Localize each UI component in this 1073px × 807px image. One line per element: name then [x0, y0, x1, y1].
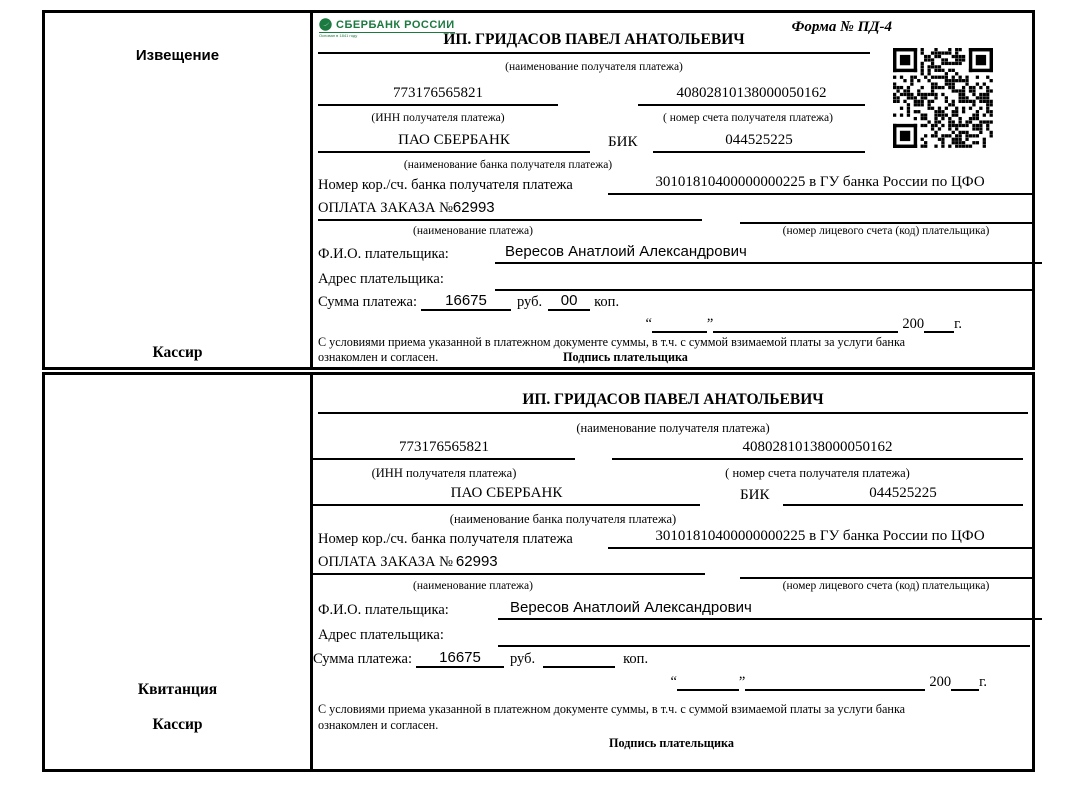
corr-account-label: Номер кор./сч. банка получателя платежа — [318, 177, 573, 193]
qr-code — [893, 48, 993, 148]
account-value: 40802810138000050162 — [612, 439, 1023, 460]
date-month-blank — [745, 672, 925, 691]
terms-line1: С условиями приема указанной в платежном документе суммы, в т.ч. с суммой взимаемой платы за услуги банка — [318, 335, 906, 349]
notice-form — [42, 10, 1035, 370]
notice-left-cell — [45, 13, 313, 367]
bik-value: 044525225 — [783, 485, 1023, 506]
inn-caption: (ИНН получателя платежа) — [371, 466, 517, 480]
inn-value: 773176565821 — [313, 439, 575, 460]
sberbank-logo-subtext: Основан в 1841 году — [319, 33, 358, 38]
corr-account-value: 30101810400000000225 в ГУ банка России по ЦФО — [608, 528, 1032, 549]
date-month-blank — [713, 314, 898, 333]
payment-purpose-line — [318, 199, 702, 221]
notice-cashier-label: Кассир — [152, 344, 203, 361]
personal-account-caption: (номер лицевого счета (код) плательщика) — [782, 580, 990, 592]
account-caption: ( номер счета получателя платежа) — [663, 112, 833, 124]
receipt-form — [42, 372, 1035, 772]
year-prefix: 200 — [929, 674, 952, 690]
payer-address-label: Адрес плательщика: — [318, 271, 444, 287]
notice-section-title: Извещение — [135, 47, 220, 64]
payer-name-label: Ф.И.О. плательщика: — [318, 246, 449, 262]
inn-caption: (ИНН получателя платежа) — [371, 112, 505, 124]
bik-value: 044525225 — [653, 132, 865, 153]
notice-content — [313, 13, 1032, 367]
recipient-name: ИП. ГРИДАСОВ ПАВЕЛ АНАТОЛЬЕВИЧ — [318, 31, 870, 54]
inn-value: 773176565821 — [318, 85, 558, 106]
payer-address-blank — [498, 627, 1030, 647]
rub-label: руб. — [517, 294, 543, 310]
quote-open: “ — [645, 316, 652, 332]
recipient-caption: (наименование получателя платежа) — [576, 421, 770, 435]
account-caption: ( номер счета получателя платежа) — [725, 466, 910, 480]
receipt-content — [313, 375, 1032, 769]
payment-purpose-line — [313, 553, 705, 575]
sberbank-logo-text: СБЕРБАНК РОССИИ — [336, 18, 455, 31]
payer-name-value: Вересов Анатлоий Александрович — [495, 243, 1042, 264]
date-day-blank — [677, 672, 739, 691]
terms-line2: ознакомлен и согласен. — [318, 718, 439, 732]
payment-purpose-label: ОПЛАТА ЗАКАЗА № — [318, 200, 453, 216]
account-value: 40802810138000050162 — [638, 85, 865, 106]
date-year-blank — [924, 314, 954, 333]
year-prefix: 200 — [902, 316, 925, 332]
signature-label: Подпись плательщика — [563, 350, 688, 364]
rub-label: руб. — [510, 651, 536, 667]
signature-label: Подпись плательщика — [609, 736, 734, 750]
personal-account-blank — [740, 559, 1032, 579]
amount-kop-value: 00 — [548, 292, 590, 311]
amount-row — [318, 292, 619, 311]
payer-address-label: Адрес плательщика: — [318, 627, 444, 643]
bank-name: ПАО СБЕРБАНК — [318, 132, 590, 153]
amount-kop-value — [543, 649, 615, 668]
quote-close: ” — [706, 316, 714, 332]
date-row — [645, 314, 962, 333]
date-row — [670, 672, 987, 691]
quote-close: ” — [738, 674, 746, 690]
quote-open: “ — [670, 674, 677, 690]
order-number: 62993 — [452, 199, 495, 216]
bank-caption: (наименование банка получателя платежа) — [449, 512, 677, 526]
corr-account-label: Номер кор./сч. банка получателя платежа — [318, 531, 573, 547]
recipient-name: ИП. ГРИДАСОВ ПАВЕЛ АНАТОЛЬЕВИЧ — [318, 391, 1028, 414]
payer-address-blank — [495, 271, 1032, 291]
terms-line2: ознакомлен и согласен. — [318, 350, 439, 364]
bank-name: ПАО СБЕРБАНК — [313, 485, 700, 506]
bik-label: БИК — [608, 134, 638, 150]
receipt-left-cell — [45, 375, 313, 769]
payer-name-value: Вересов Анатлоий Александрович — [498, 599, 1042, 620]
payment-purpose-label: ОПЛАТА ЗАКАЗА № — [318, 554, 453, 570]
form-number-label: Форма № ПД-4 — [791, 19, 892, 35]
kop-label: коп. — [594, 294, 620, 310]
amount-label: Сумма платежа: — [313, 651, 412, 667]
receipt-section-title: Квитанция — [137, 681, 218, 698]
amount-row — [313, 649, 648, 668]
bik-label: БИК — [740, 487, 770, 503]
payer-name-label: Ф.И.О. плательщика: — [318, 602, 449, 618]
kop-label: коп. — [623, 651, 649, 667]
bank-caption: (наименование банка получателя платежа) — [403, 159, 613, 171]
personal-account-blank — [740, 204, 1032, 224]
recipient-caption: (наименование получателя платежа) — [505, 61, 683, 73]
sberbank-coin-icon — [319, 18, 332, 31]
corr-account-value: 30101810400000000225 в ГУ банка России по ЦФО — [608, 174, 1032, 195]
date-year-blank — [951, 672, 979, 691]
terms-line1: С условиями приема указанной в платежном документе суммы, в т.ч. с суммой взимаемой платы за услуги банка — [318, 702, 906, 716]
amount-rub-value: 16675 — [421, 292, 511, 311]
year-suffix: г. — [954, 316, 962, 332]
payment-caption: (наименование платежа) — [413, 225, 533, 237]
date-day-blank — [652, 314, 707, 333]
personal-account-caption: (номер лицевого счета (код) плательщика) — [782, 225, 990, 237]
payment-caption: (наименование платежа) — [413, 580, 533, 592]
amount-rub-value: 16675 — [416, 649, 504, 668]
order-number: 62993 — [455, 553, 498, 570]
amount-label: Сумма платежа: — [318, 294, 417, 310]
receipt-cashier-label: Кассир — [152, 716, 203, 733]
year-suffix: г. — [979, 674, 987, 690]
